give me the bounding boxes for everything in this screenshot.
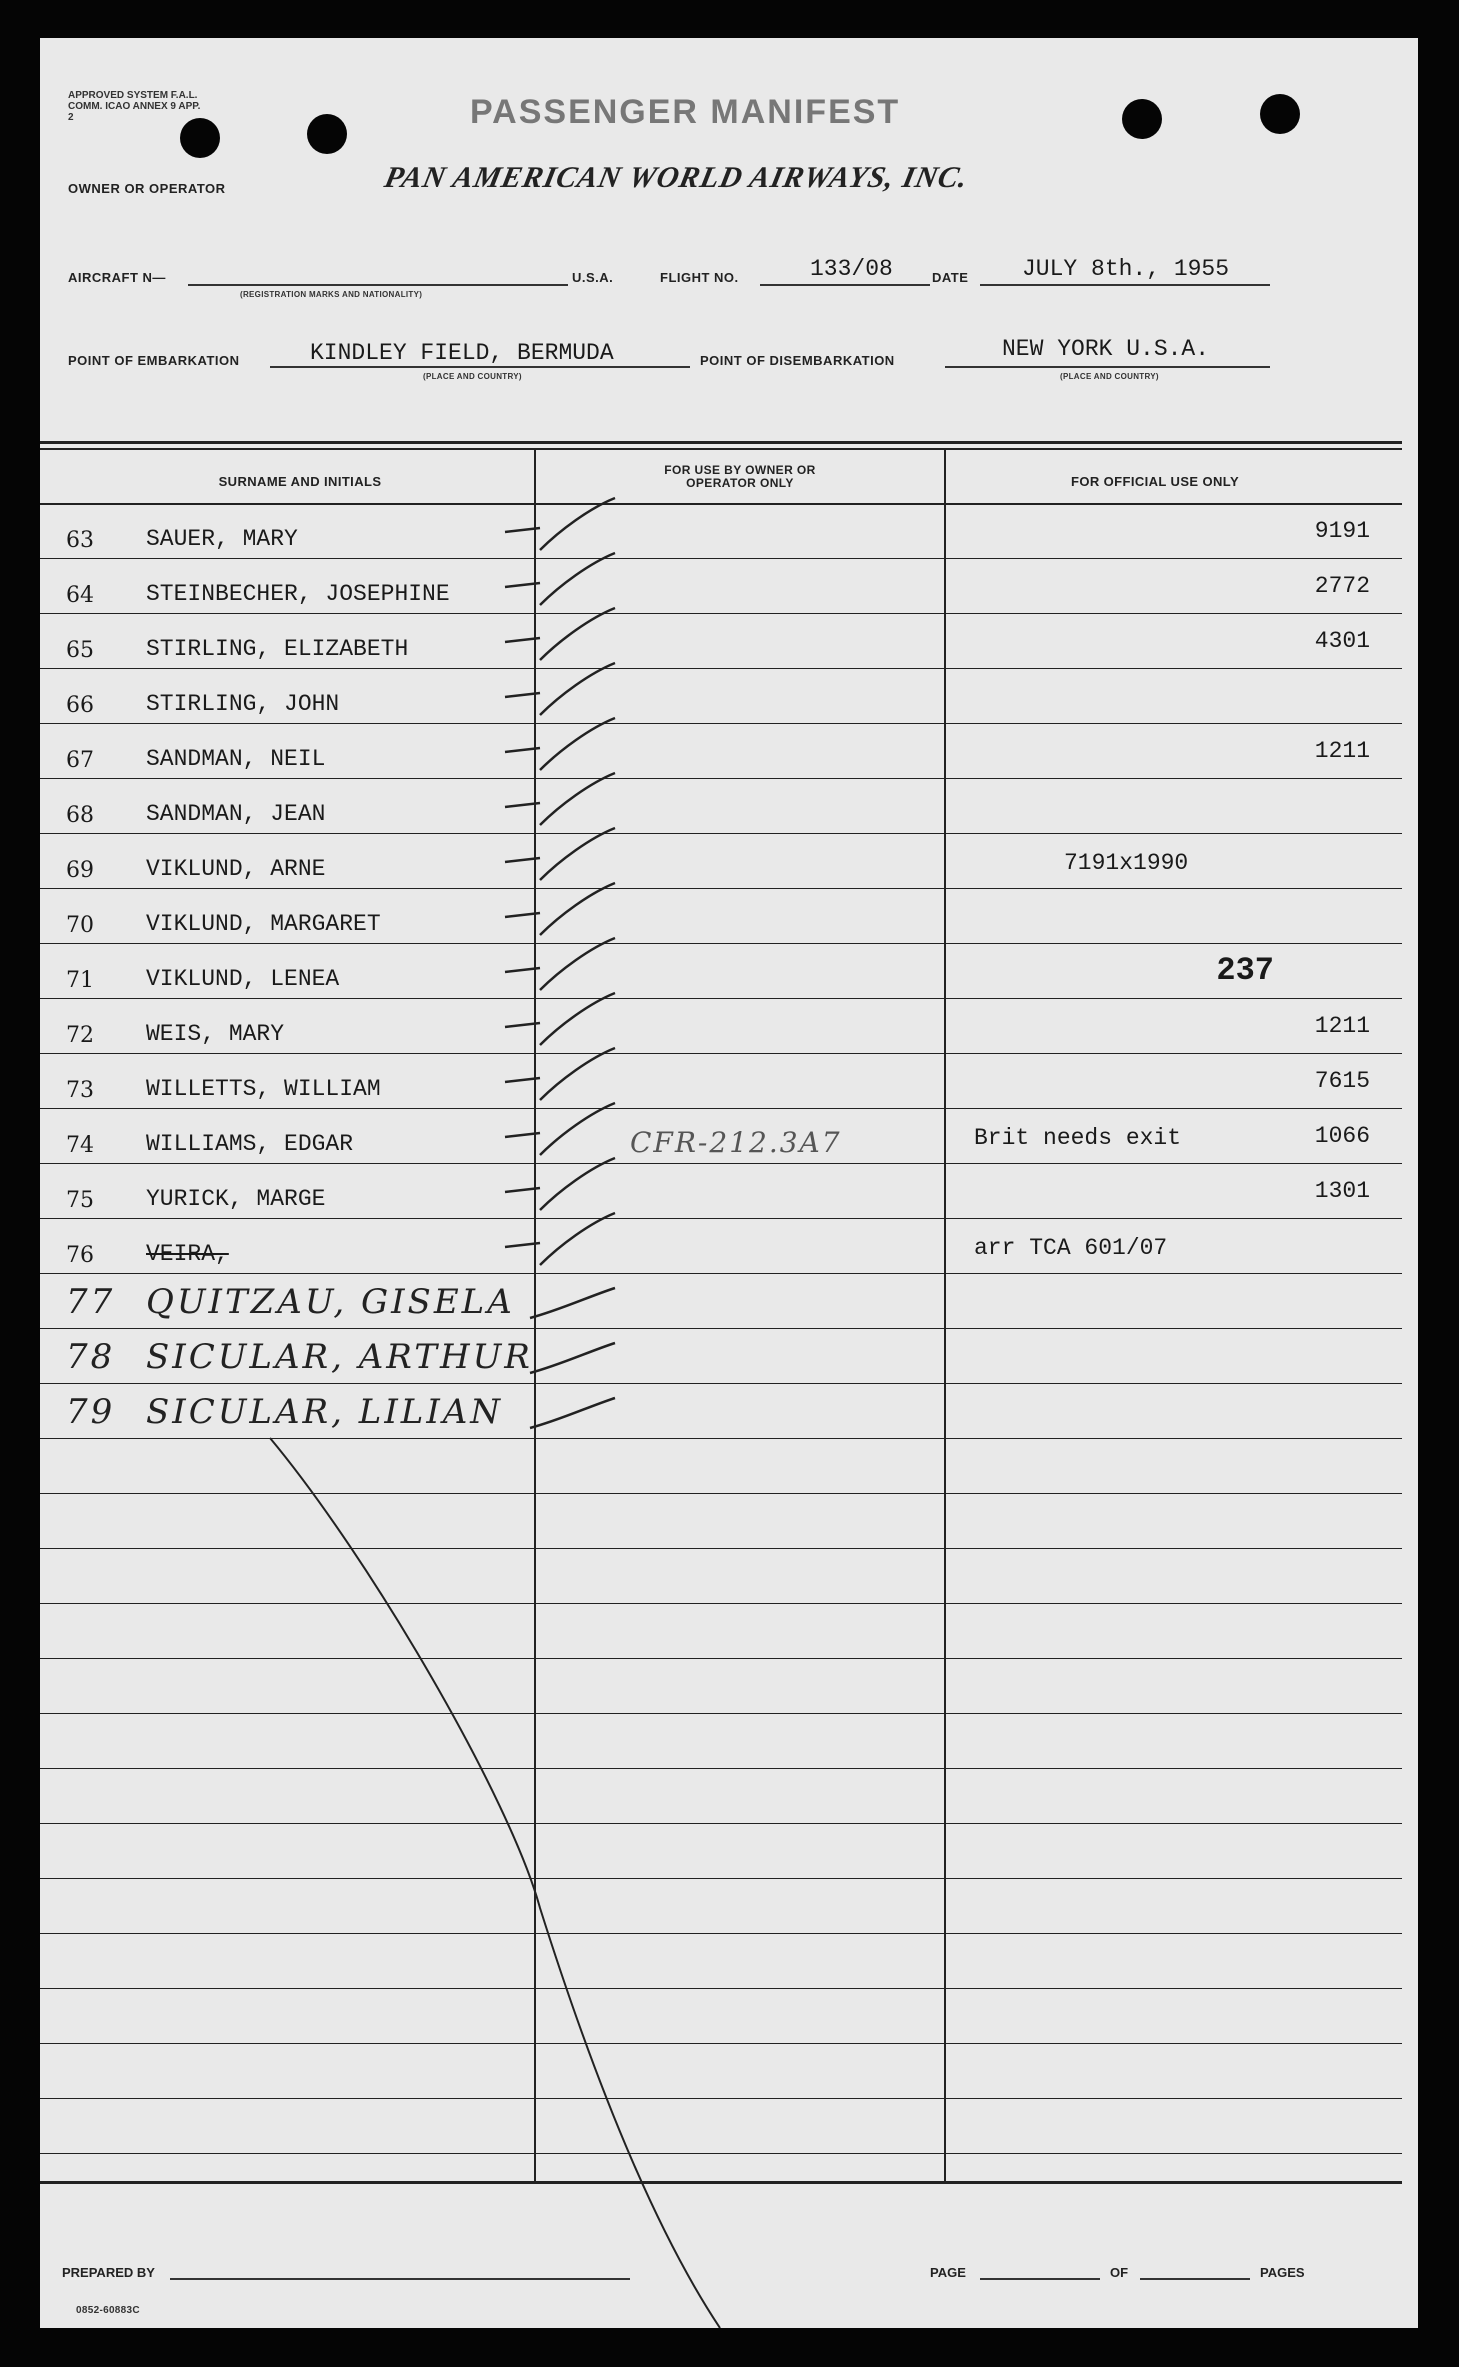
passenger-name: SANDMAN, NEIL [146, 746, 326, 772]
passenger-name: SICULAR, ARTHUR [146, 1337, 533, 1377]
hand-strike-line [40, 38, 1418, 2328]
official-code: 2772 [1314, 573, 1370, 599]
official-code: 1211 [1314, 1013, 1370, 1039]
flight-label: FLIGHT NO. [660, 270, 739, 285]
official-remark: Brit needs exit [974, 1125, 1182, 1151]
disembarkation-value: NEW YORK U.S.A. [1002, 336, 1210, 362]
passenger-number: 67 [66, 748, 94, 773]
passenger-name: VEIRA, [146, 1241, 229, 1267]
embarkation-caption: (PLACE AND COUNTRY) [423, 372, 522, 381]
page-title: PASSENGER MANIFEST [470, 93, 901, 131]
passenger-name: QUITZAU, GISELA [146, 1282, 515, 1322]
embarkation-label: POINT OF EMBARKATION [68, 353, 240, 368]
form-number: 0852-60883C [76, 2305, 140, 2316]
passenger-number: 74 [66, 1133, 94, 1158]
flight-date: JULY 8th., 1955 [1022, 256, 1230, 282]
official-code: 1301 [1314, 1178, 1370, 1204]
passenger-name: SAUER, MARY [146, 526, 298, 552]
aircraft-country: U.S.A. [572, 270, 614, 285]
pages-label: PAGES [1260, 2265, 1305, 2280]
passenger-name: SICULAR, LILIAN [146, 1392, 504, 1432]
passenger-number: 65 [66, 638, 94, 663]
official-code: 1211 [1314, 738, 1370, 764]
passenger-name: WEIS, MARY [146, 1021, 285, 1047]
passenger-number: 71 [66, 968, 94, 993]
disembarkation-caption: (PLACE AND COUNTRY) [1060, 372, 1159, 381]
official-code: 9191 [1314, 518, 1370, 544]
passenger-number: 78 [66, 1337, 116, 1377]
official-code: 237 [1216, 952, 1274, 989]
of-label: OF [1110, 2265, 1129, 2280]
date-label: DATE [932, 270, 969, 285]
embarkation-value: KINDLEY FIELD, BERMUDA [310, 340, 614, 366]
passenger-number: 69 [66, 858, 94, 883]
passenger-number: 68 [66, 803, 94, 828]
approval-stamp: APPROVED SYSTEM F.A.L. COMM. ICAO ANNEX 9 APP. 2 [68, 90, 201, 123]
passenger-number: 70 [66, 913, 94, 938]
official-remark: arr TCA 601/07 [974, 1235, 1168, 1261]
passenger-number: 64 [66, 583, 94, 608]
owner-use-column-header: FOR USE BY OWNER OR OPERATOR ONLY [664, 463, 816, 490]
airline-name: PAN AMERICAN WORLD AIRWAYS, INC. [381, 161, 972, 194]
official-remark: 7191x1990 [1064, 850, 1189, 876]
passenger-name: VIKLUND, MARGARET [146, 911, 381, 937]
passenger-name: STIRLING, JOHN [146, 691, 340, 717]
passenger-name: SANDMAN, JEAN [146, 801, 326, 827]
passenger-number: 77 [66, 1282, 116, 1322]
disembarkation-label: POINT OF DISEMBARKATION [700, 353, 895, 368]
passenger-name: VIKLUND, ARNE [146, 856, 326, 882]
registration-caption: (REGISTRATION MARKS AND NATIONALITY) [240, 290, 423, 299]
passenger-number: 63 [66, 528, 94, 553]
manifest-sheet [40, 38, 1418, 2328]
passenger-name: STIRLING, ELIZABETH [146, 636, 409, 662]
passenger-number: 79 [66, 1392, 116, 1432]
flight-number: 133/08 [810, 256, 893, 282]
passenger-number: 66 [66, 693, 94, 718]
page-label: PAGE [930, 2265, 966, 2280]
passenger-number: 73 [66, 1078, 94, 1103]
passenger-number: 72 [66, 1023, 94, 1048]
passenger-number: 76 [66, 1243, 94, 1268]
official-code: 1066 [1314, 1123, 1370, 1149]
passenger-name: VIKLUND, LENEA [146, 966, 340, 992]
prepared-by-label: PREPARED BY [62, 2265, 155, 2280]
official-use-column-header: FOR OFFICIAL USE ONLY [1070, 474, 1240, 489]
official-code: 7615 [1314, 1068, 1370, 1094]
passenger-name: YURICK, MARGE [146, 1186, 326, 1212]
passenger-name: WILLETTS, WILLIAM [146, 1076, 381, 1102]
aircraft-label: AIRCRAFT N— [68, 270, 166, 285]
surname-column-header: SURNAME AND INITIALS [218, 474, 382, 489]
passenger-name: STEINBECHER, JOSEPHINE [146, 581, 450, 607]
passenger-number: 75 [66, 1188, 94, 1213]
passenger-name: WILLIAMS, EDGAR [146, 1131, 354, 1157]
official-code: 4301 [1314, 628, 1370, 654]
owner-label: OWNER OR OPERATOR [68, 181, 226, 196]
owner-remark: CFR-212.3A7 [630, 1126, 842, 1159]
